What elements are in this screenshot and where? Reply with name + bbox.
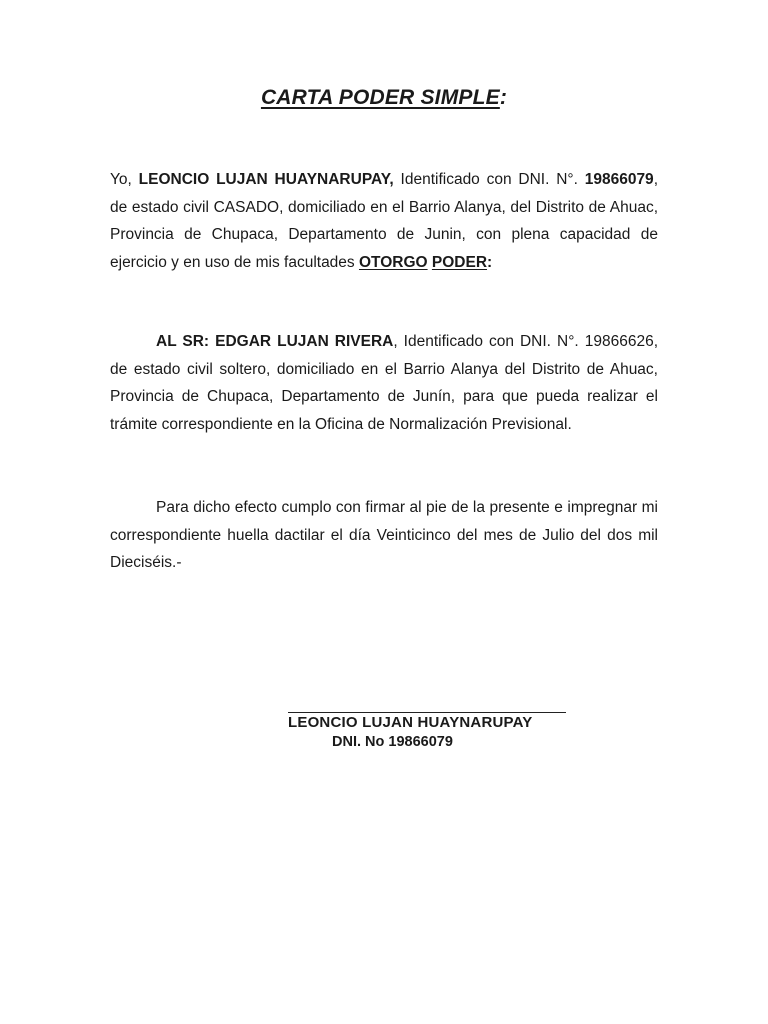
p2-text: , Identificado con DNI. N°. 19866626, de estado civil soltero, domiciliado en el Barrio Alanya del Distrito de Ahuac, Provincia de Chupaca, Departamento de Junín, para que pueda realizar el trámite correspondiente en la Oficina de Normalización Previsional.	[110, 333, 658, 433]
grant-word-poder: PODER	[431, 253, 488, 271]
title-text: CARTA PODER SIMPLE	[260, 86, 500, 109]
grantee-name: AL SR: EDGAR LUJAN RIVERA	[156, 333, 394, 350]
grant-word-otorgo: OTORGO	[358, 253, 428, 271]
grantor-dni: 19866079	[584, 171, 654, 188]
paragraph-grantor	[110, 166, 658, 276]
p3-text: Para dicho efecto cumplo con firmar al pie de la presente e impregnar mi correspondiente huella dactilar el día Veinticinco del mes de Julio del dos mil Dieciséis.-	[110, 499, 658, 571]
signature-name: LEONCIO LUJAN HUAYNARUPAY	[288, 714, 533, 731]
title-colon: :	[499, 86, 508, 109]
p1-text-1: Yo,	[110, 171, 139, 188]
grantor-name: LEONCIO LUJAN HUAYNARUPAY,	[138, 171, 394, 188]
signature-dni: DNI. No 19866079	[332, 734, 453, 750]
paragraph-closing	[110, 494, 658, 577]
document-title	[0, 86, 768, 110]
signature-line	[288, 712, 566, 713]
p1-text-3: , de estado civil CASADO, domiciliado en el Barrio Alanya, del Distrito de Ahuac, Provincia de Chupaca, Departamento de Junin, con plena capacidad de ejercicio y en uso de mis facultades	[110, 171, 658, 271]
p1-text-2: Identificado con DNI. N°.	[393, 171, 585, 188]
paragraph-grantee	[110, 328, 658, 438]
grant-colon: :	[487, 253, 493, 271]
